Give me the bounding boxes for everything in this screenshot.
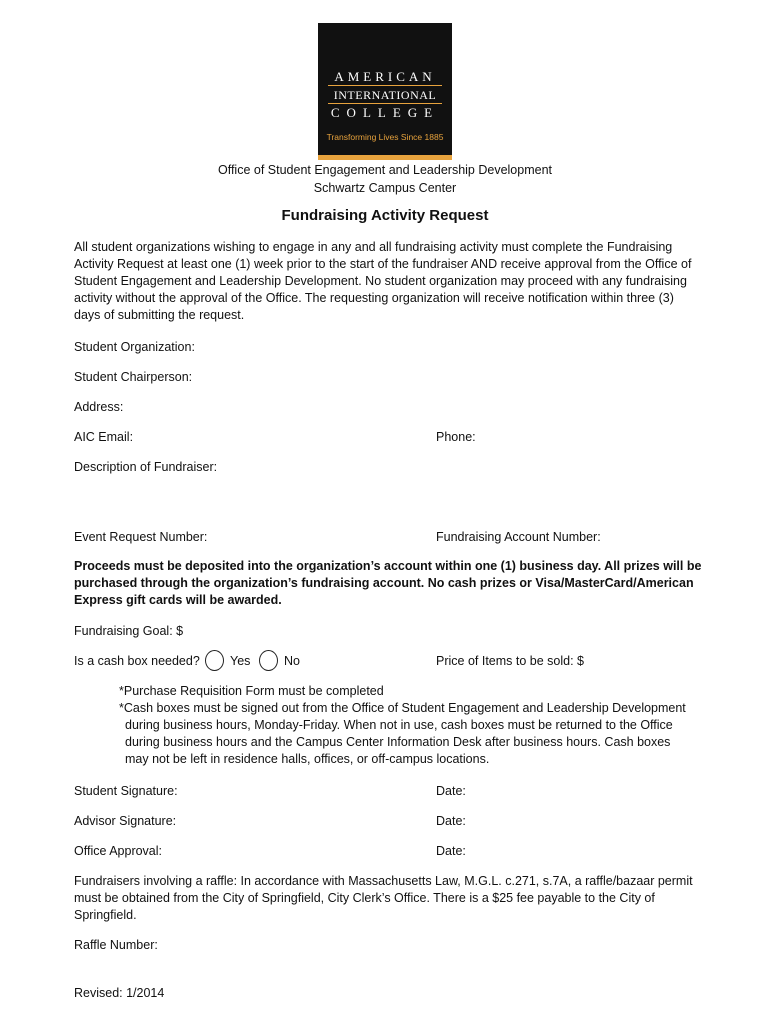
proceeds-notice: Proceeds must be deposited into the organization’s account within one (1) business day. All prizes will be purchased through the organization’s fundraising account. No cash prizes or Visa/MasterCard/American Express gift cards will be awarded.	[74, 559, 702, 607]
office-location: Schwartz Campus Center	[313, 181, 457, 195]
intro-paragraph: All student organizations wishing to engage in any and all fundraising activity must complete the Fundraising Activity Request at least one (1) week prior to the start of the fundraiser AND receive approval from the Office of Student Engagement and Leadership Development. No student organization may proceed with any fundraising activity without the approval of the Office. The requesting organization will receive notification within three (3) days of submitting the request.	[74, 240, 692, 322]
aic-email-label: AIC Email:	[74, 430, 134, 444]
logo-line-college: COLLEGE	[330, 105, 440, 120]
office-approval-date-label: Date:	[436, 844, 466, 858]
logo-tagline: Transforming Lives Since 1885	[326, 132, 444, 142]
student-signature-date-label: Date:	[436, 784, 466, 798]
cash-box-no-radio[interactable]	[259, 650, 278, 671]
cash-box-no-label: No	[284, 654, 300, 668]
student-signature-label: Student Signature:	[74, 784, 178, 798]
logo-line-american: AMERICAN	[334, 69, 436, 84]
price-of-items-label: Price of Items to be sold: $	[436, 654, 584, 668]
raffle-notice: Fundraisers involving a raffle: In accordance with Massachusetts Law, M.G.L. c.271, s.7A, a raffle/bazaar permit must be obtained from the City of Springfield, City Clerk’s Office. There is a $25 fee payable to the City of Springfield.	[74, 874, 693, 922]
fundraising-account-number-label: Fundraising Account Number:	[436, 530, 601, 544]
logo-line-international: INTERNATIONAL	[333, 88, 437, 102]
address-label: Address:	[74, 400, 124, 414]
office-approval-label: Office Approval:	[74, 844, 163, 858]
cash-box-note-line-2: during business hours, Monday-Friday. When not in use, cash boxes must be returned to the Office	[125, 718, 673, 732]
cash-box-yes-radio[interactable]	[205, 650, 224, 671]
cash-box-note-line-4: may not be left in residence halls, offices, or off-campus locations.	[125, 752, 490, 766]
cash-box-yes-label: Yes	[230, 654, 251, 668]
description-label: Description of Fundraiser:	[74, 460, 218, 474]
revision-date: Revised: 1/2014	[74, 986, 165, 1000]
purchase-requisition-note: *Purchase Requisition Form must be completed	[119, 684, 384, 698]
college-logo	[318, 23, 452, 158]
advisor-signature-date-label: Date:	[436, 814, 466, 828]
advisor-signature-label: Advisor Signature:	[74, 814, 177, 828]
event-request-number-label: Event Request Number:	[74, 530, 208, 544]
cash-box-note-line-3: during business hours and the Campus Center Information Desk after business hours. Cash boxes	[125, 735, 671, 749]
student-chairperson-label: Student Chairperson:	[74, 370, 193, 384]
student-organization-label: Student Organization:	[74, 340, 195, 354]
cash-box-note-line-1: *Cash boxes must be signed out from the Office of Student Engagement and Leadership Development	[119, 701, 686, 715]
logo-rule-top	[328, 85, 442, 86]
phone-label: Phone:	[436, 430, 476, 444]
fundraising-goal-label: Fundraising Goal: $	[74, 624, 184, 638]
raffle-number-label: Raffle Number:	[74, 938, 158, 952]
logo-accent-bar	[318, 155, 452, 160]
cash-box-question: Is a cash box needed?	[74, 654, 200, 668]
office-name: Office of Student Engagement and Leadership Development	[217, 163, 553, 177]
page-title: Fundraising Activity Request	[281, 207, 489, 224]
